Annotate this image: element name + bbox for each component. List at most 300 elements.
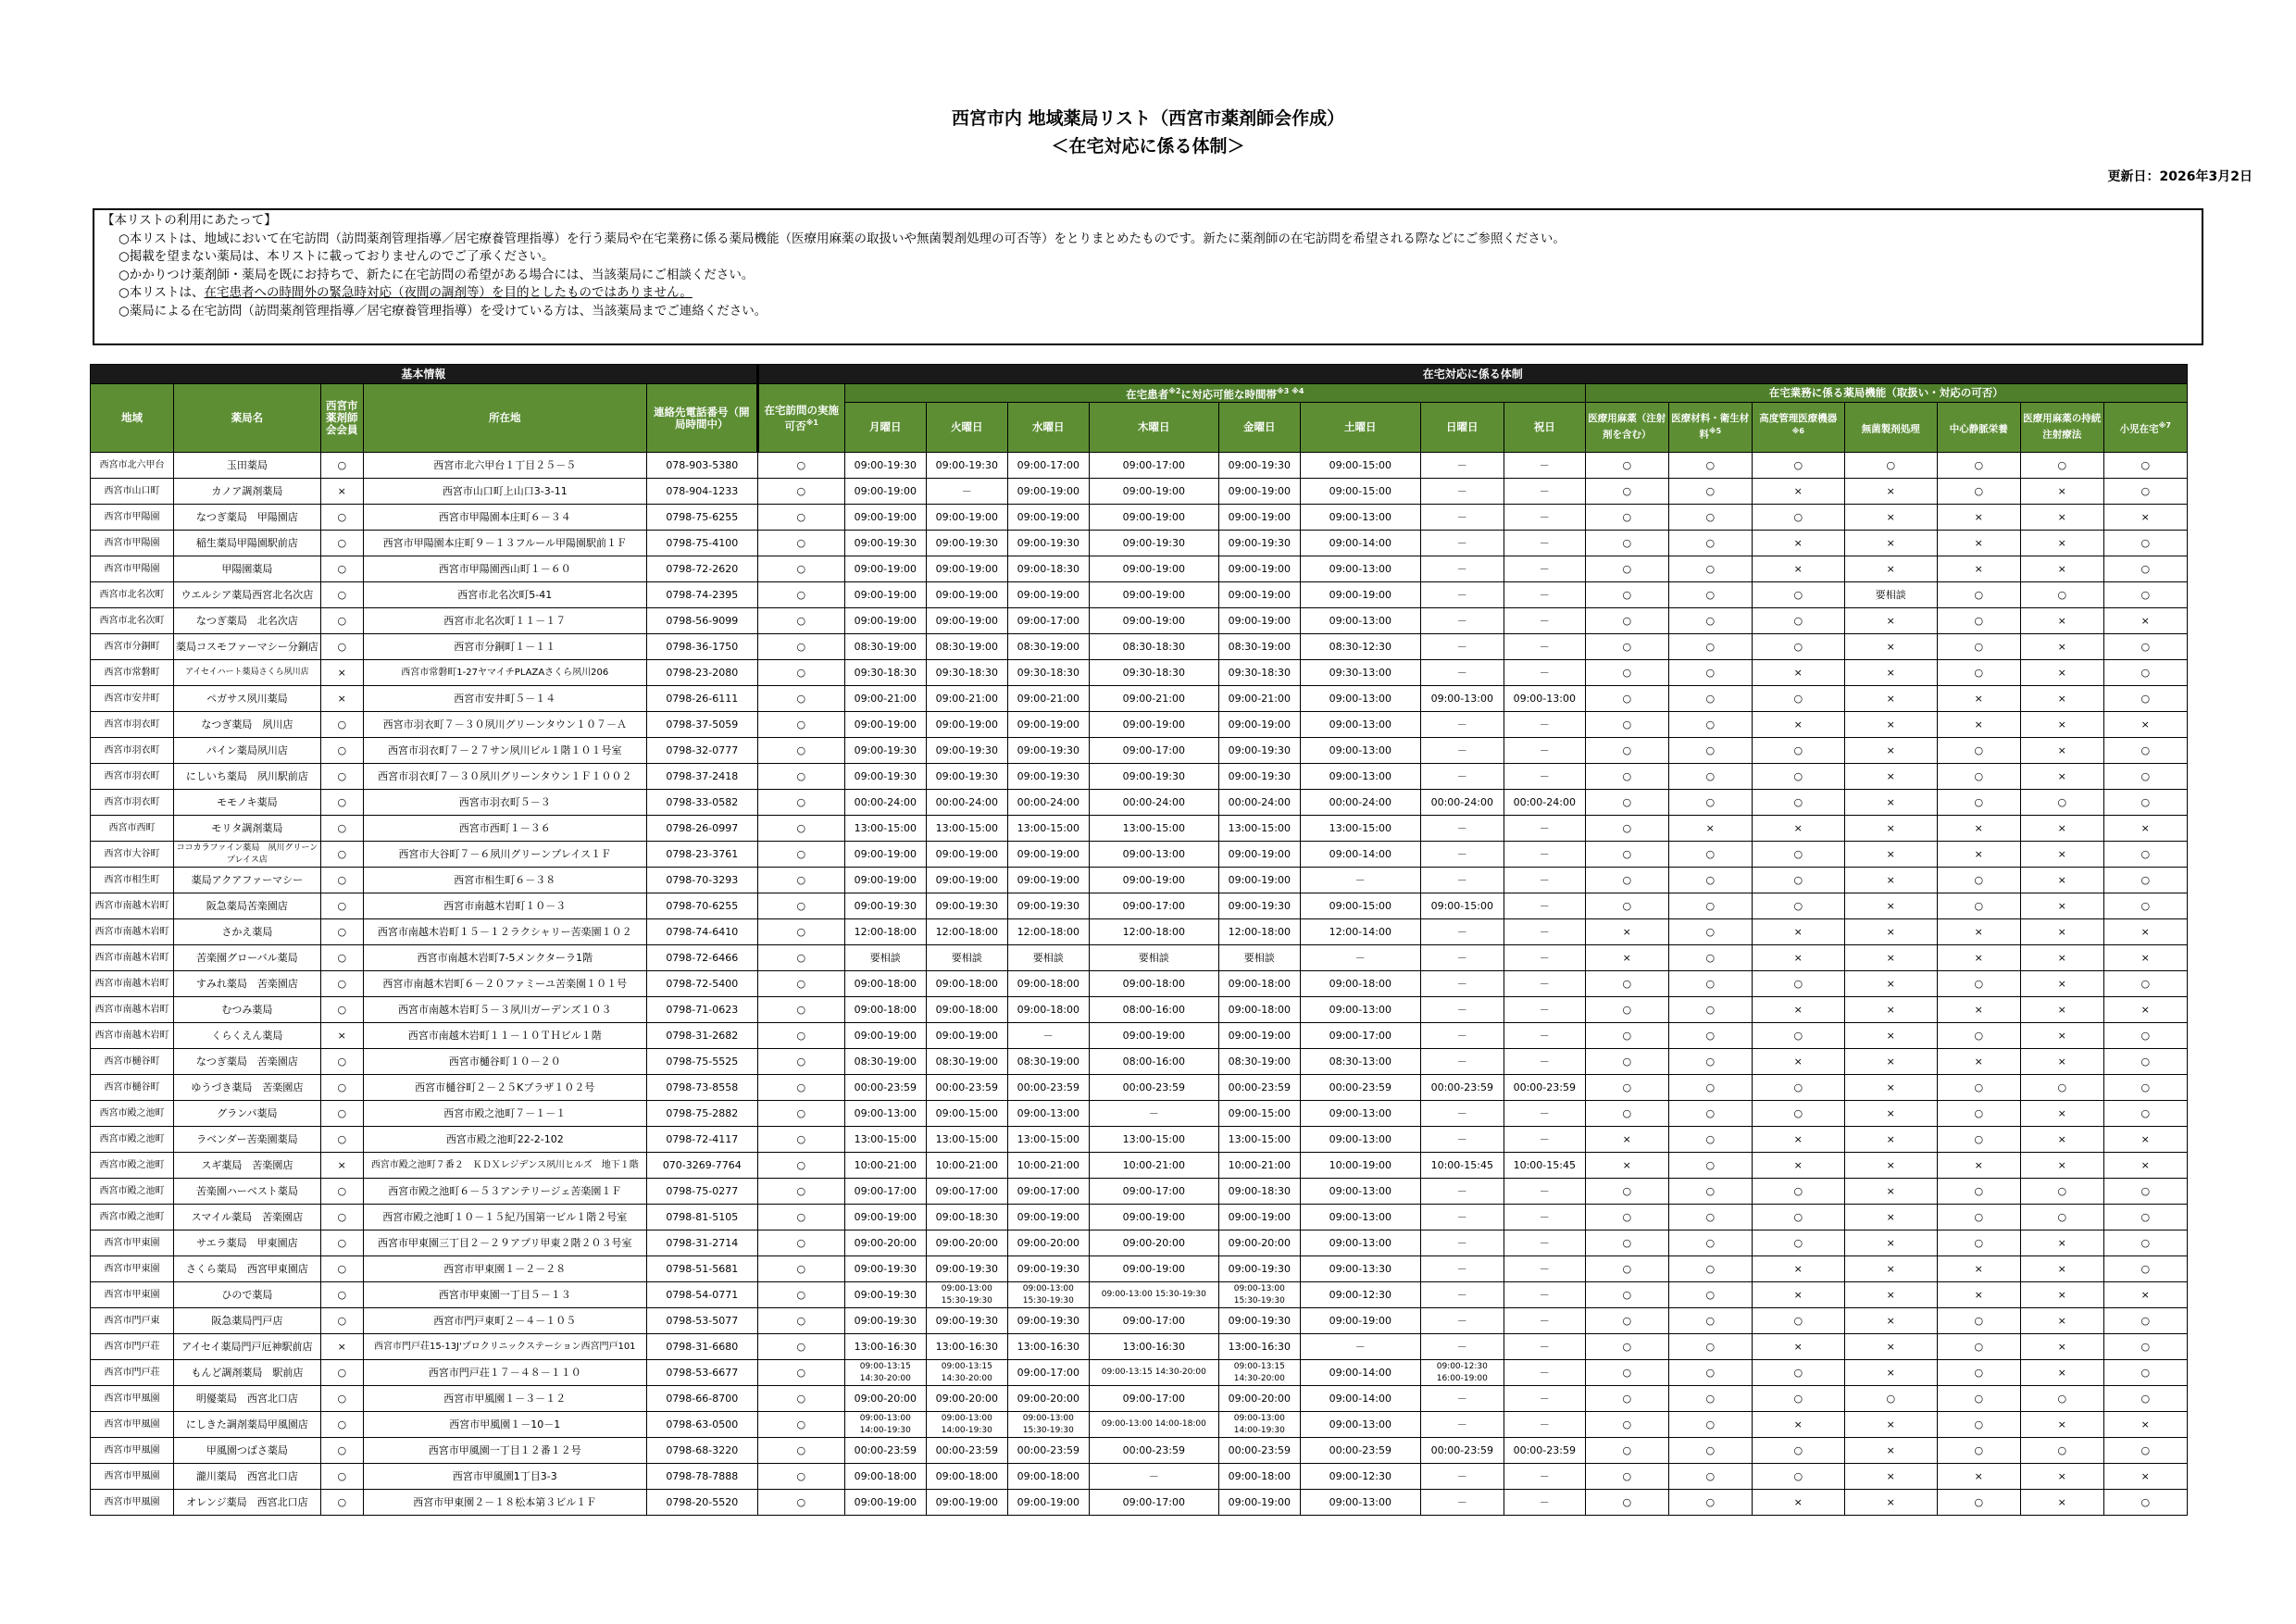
table-cell: ○ <box>1752 634 1844 660</box>
table-cell: 0798-72-5400 <box>646 971 757 997</box>
table-cell: 00:00-24:00 <box>844 790 926 816</box>
table-cell: 09:00-13:00 <box>1300 1205 1420 1230</box>
table-cell: 13:00-15:00 <box>1089 1127 1218 1153</box>
header-home-care: 在宅対応に係る体制 <box>757 365 2187 384</box>
table-cell: × <box>1844 1360 1937 1386</box>
table-cell: × <box>1844 608 1937 634</box>
table-cell: ○ <box>2103 479 2187 505</box>
table-cell: 00:00-23:59 <box>1007 1075 1089 1101</box>
table-cell: ○ <box>1668 1205 1752 1230</box>
table-cell: ○ <box>757 1049 844 1075</box>
table-cell: × <box>2020 531 2103 556</box>
table-cell: ○ <box>757 842 844 868</box>
table-cell: 13:00-15:00 <box>1218 816 1300 842</box>
table-cell: にしいち薬局 夙川駅前店 <box>174 764 321 790</box>
table-cell: ○ <box>1585 1230 1668 1256</box>
table-cell: 09:00-19:30 <box>844 453 926 479</box>
table-cell: ○ <box>757 790 844 816</box>
table-cell: 09:00-19:00 <box>1218 842 1300 868</box>
table-cell: 09:00-18:30 <box>1007 556 1089 582</box>
table-row <box>91 893 2188 919</box>
table-cell: × <box>2020 764 2103 790</box>
table-cell: × <box>1844 1049 1937 1075</box>
table-cell: 甲風園つばさ薬局 <box>174 1438 321 1464</box>
table-cell: 瀧川薬局 西宮北口店 <box>174 1464 321 1490</box>
table-cell: 10:00-21:00 <box>926 1153 1007 1179</box>
table-cell: 0798-31-6680 <box>646 1334 757 1360</box>
table-cell: 西宮市門戸東町２－４－１０５ <box>363 1308 646 1334</box>
table-cell: 09:00-19:00 <box>1218 556 1300 582</box>
table-cell: × <box>1752 712 1844 738</box>
table-cell: ○ <box>757 1205 844 1230</box>
table-row <box>91 1023 2188 1049</box>
table-cell: ○ <box>2020 1386 2103 1412</box>
table-cell: 09:00-14:00 <box>1300 531 1420 556</box>
table-cell: ○ <box>1585 660 1668 686</box>
table-cell: × <box>1844 1127 1937 1153</box>
table-cell: ○ <box>1585 1490 1668 1516</box>
table-cell: 西宮市甲陽園本庄町６－３４ <box>363 505 646 531</box>
table-cell: × <box>1937 997 2020 1023</box>
notice-line: ○薬局による在宅訪問（訪問薬剤管理指導／居宅療養管理指導）を受けている方は、当該薬局までご連絡ください。 <box>119 303 767 319</box>
table-cell: 0798-20-5520 <box>646 1490 757 1516</box>
table-body <box>91 453 2188 1516</box>
table-cell: × <box>1937 919 2020 945</box>
table-cell: 09:00-13:15 14:30-20:00 <box>844 1360 926 1386</box>
notice-line: ○かかりつけ薬剤師・薬局を既にお持ちで、新たに在宅訪問の希望がある場合には、当該薬局にご相談ください。 <box>119 267 755 282</box>
table-cell: 09:00-13:00 14:00-19:30 <box>1218 1412 1300 1438</box>
table-cell: 09:00-18:30 <box>926 1205 1007 1230</box>
table-cell: 09:00-17:00 <box>1089 453 1218 479</box>
table-cell: × <box>1752 531 1844 556</box>
table-cell: 09:00-19:00 <box>844 868 926 893</box>
table-row <box>91 1412 2188 1438</box>
sub-title: ＜在宅対応に係る体制＞ <box>1051 136 1245 156</box>
table-cell: 西宮市南越木岩町7-5メンクターラ1階 <box>363 945 646 971</box>
table-cell: ○ <box>1752 1230 1844 1256</box>
table-cell: 09:00-18:00 <box>1007 997 1089 1023</box>
table-cell: さかえ薬局 <box>174 919 321 945</box>
table-cell: 西宮市殿之池町 <box>91 1205 174 1230</box>
table-cell: × <box>2103 919 2187 945</box>
table-cell: 09:30-18:30 <box>926 660 1007 686</box>
table-cell: ○ <box>757 919 844 945</box>
table-cell: 09:00-13:00 14:00-19:30 <box>926 1412 1007 1438</box>
table-cell: × <box>1752 816 1844 842</box>
table-cell: グランパ薬局 <box>174 1101 321 1127</box>
table-cell: ○ <box>1585 997 1668 1023</box>
table-cell: ○ <box>1585 1023 1668 1049</box>
table-cell: 13:00-16:30 <box>1089 1334 1218 1360</box>
table-cell: ○ <box>757 505 844 531</box>
table-cell: ○ <box>757 816 844 842</box>
table-cell: 09:00-19:00 <box>926 608 1007 634</box>
table-cell: 西宮市北名次町 <box>91 582 174 608</box>
table-cell: ○ <box>2103 971 2187 997</box>
table-cell: ○ <box>1668 1282 1752 1308</box>
table-cell: 09:00-19:00 <box>926 712 1007 738</box>
table-cell: － <box>1420 1101 1504 1127</box>
table-row <box>91 1256 2188 1282</box>
table-cell: ○ <box>1752 1464 1844 1490</box>
header-member: 西宮市薬剤師会会員 <box>320 384 363 453</box>
table-cell: － <box>1420 971 1504 997</box>
table-cell: × <box>1844 505 1937 531</box>
table-cell: ○ <box>1668 1386 1752 1412</box>
table-cell: 13:00-15:00 <box>1218 1127 1300 1153</box>
table-cell: なつぎ薬局 苦楽園店 <box>174 1049 321 1075</box>
table-cell: 0798-36-1750 <box>646 634 757 660</box>
table-cell: ○ <box>1937 1334 2020 1360</box>
table-cell: 12:00-18:00 <box>844 919 926 945</box>
table-cell: 13:00-15:00 <box>1007 816 1089 842</box>
table-cell: 西宮市大谷町 <box>91 842 174 868</box>
table-cell: － <box>1420 764 1504 790</box>
table-cell: 13:00-15:00 <box>844 1127 926 1153</box>
table-cell: ○ <box>1937 453 2020 479</box>
table-cell: 西宮市甲風園１－10－1 <box>363 1412 646 1438</box>
table-cell: 09:00-15:00 <box>1300 479 1420 505</box>
table-cell: × <box>1752 1490 1844 1516</box>
table-cell: 09:00-19:00 <box>1218 505 1300 531</box>
table-cell: ○ <box>1752 868 1844 893</box>
table-cell: 0798-74-6410 <box>646 919 757 945</box>
table-cell: － <box>1504 1127 1585 1153</box>
table-cell: ○ <box>1668 686 1752 712</box>
table-cell: 09:00-19:00 <box>1089 479 1218 505</box>
table-cell: 09:00-17:00 <box>1007 453 1089 479</box>
table-cell: 09:00-19:00 <box>1089 1256 1218 1282</box>
table-cell: ○ <box>757 971 844 997</box>
table-cell: ○ <box>1937 1127 2020 1153</box>
header-day: 水曜日 <box>1007 403 1089 453</box>
table-cell: － <box>1504 1101 1585 1127</box>
table-cell: ○ <box>1937 1308 2020 1334</box>
table-cell: ○ <box>1668 634 1752 660</box>
table-cell: アイセイハート薬局さくら夙川店 <box>174 660 321 686</box>
table-cell: × <box>1844 997 1937 1023</box>
table-cell: くらくえん薬局 <box>174 1023 321 1049</box>
table-cell: ○ <box>1752 1438 1844 1464</box>
table-cell: 薬局コスモファーマシー分銅店 <box>174 634 321 660</box>
table-cell: × <box>1844 945 1937 971</box>
table-row <box>91 712 2188 738</box>
table-cell: ○ <box>1585 505 1668 531</box>
table-cell: × <box>2020 1464 2103 1490</box>
table-cell: × <box>1844 1230 1937 1256</box>
table-cell: ○ <box>320 582 363 608</box>
table-cell: × <box>320 479 363 505</box>
table-cell: × <box>2020 1334 2103 1360</box>
table-cell: － <box>1420 997 1504 1023</box>
table-cell: 08:30-12:30 <box>1300 634 1420 660</box>
table-cell: 09:00-19:30 <box>1218 764 1300 790</box>
table-cell: × <box>1752 1127 1844 1153</box>
table-cell: － <box>1504 1334 1585 1360</box>
table-cell: × <box>2020 1308 2103 1334</box>
table-cell: 0798-31-2714 <box>646 1230 757 1256</box>
table-cell: 西宮市西町 <box>91 816 174 842</box>
table-cell: 09:00-20:00 <box>1089 1230 1218 1256</box>
table-row <box>91 1049 2188 1075</box>
table-cell: － <box>1504 842 1585 868</box>
table-cell: ○ <box>2020 1075 2103 1101</box>
table-row <box>91 1205 2188 1230</box>
table-cell: 甲陽園薬局 <box>174 556 321 582</box>
table-cell: ココカラファイン薬局 夙川グリーンプレイス店 <box>174 842 321 868</box>
table-cell: ○ <box>1585 686 1668 712</box>
table-cell: × <box>1844 1334 1937 1360</box>
table-row <box>91 634 2188 660</box>
table-cell: ○ <box>2103 1049 2187 1075</box>
table-cell: 要相談 <box>1089 945 1218 971</box>
table-cell: 078-903-5380 <box>646 453 757 479</box>
table-cell: ○ <box>2103 1256 2187 1282</box>
table-cell: ○ <box>1585 971 1668 997</box>
table-cell: 09:00-19:30 <box>844 1282 926 1308</box>
table-cell: ○ <box>1585 1334 1668 1360</box>
table-cell: × <box>1937 1256 2020 1282</box>
table-cell: － <box>1007 1023 1089 1049</box>
table-cell: もんど調剤薬局 駅前店 <box>174 1360 321 1386</box>
table-cell: ○ <box>757 1179 844 1205</box>
table-cell: 09:00-13:00 <box>1300 738 1420 764</box>
table-cell: － <box>1420 816 1504 842</box>
table-cell: 09:00-19:00 <box>1007 582 1089 608</box>
table-cell: 09:00-12:30 16:00-19:00 <box>1420 1360 1504 1386</box>
table-row <box>91 842 2188 868</box>
table-cell: 08:30-19:00 <box>1007 634 1089 660</box>
table-cell: ○ <box>1937 1438 2020 1464</box>
table-cell: すみれ薬局 苦楽園店 <box>174 971 321 997</box>
table-cell: － <box>1504 1282 1585 1308</box>
table-cell: × <box>2020 556 2103 582</box>
table-cell: × <box>320 1023 363 1049</box>
table-cell: ○ <box>320 1464 363 1490</box>
table-cell: 09:00-19:30 <box>1007 1256 1089 1282</box>
table-cell: × <box>1585 1127 1668 1153</box>
table-cell: × <box>2103 608 2187 634</box>
table-cell: × <box>320 1153 363 1179</box>
table-row <box>91 453 2188 479</box>
table-cell: － <box>1504 919 1585 945</box>
table-row <box>91 582 2188 608</box>
table-cell: 00:00-24:00 <box>1089 790 1218 816</box>
table-cell: 西宮市羽衣町７－２７サン夙川ビル１階１０１号室 <box>363 738 646 764</box>
table-cell: ○ <box>1752 608 1844 634</box>
table-cell: × <box>1937 842 2020 868</box>
notice-line: ○本リストは、地域において在宅訪問（訪問薬剤管理指導／居宅療養管理指導）を行う薬局や在宅業務に係る薬局機能（医療用麻薬の取扱いや無菌製剤処理の可否等）をとりまとめたものです。新たに薬剤師の在宅訪問を希望される際などにご参照ください。 <box>119 231 1566 246</box>
table-cell: 09:00-19:00 <box>1300 1308 1420 1334</box>
table-cell: 09:00-13:00 14:00-19:30 <box>844 1412 926 1438</box>
table-cell: 0798-75-5525 <box>646 1049 757 1075</box>
table-cell: ○ <box>2103 556 2187 582</box>
table-cell: 09:00-13:15 14:30-20:00 <box>1218 1360 1300 1386</box>
table-cell: ○ <box>1937 790 2020 816</box>
table-cell: 09:00-13:00 15:30-19:30 <box>1089 1282 1218 1308</box>
table-cell: 0798-75-4100 <box>646 531 757 556</box>
table-cell: ○ <box>1937 1490 2020 1516</box>
table-cell: － <box>1504 738 1585 764</box>
table-cell: 09:00-19:00 <box>1089 608 1218 634</box>
table-cell: 08:00-16:00 <box>1089 997 1218 1023</box>
table-cell: ウエルシア薬局西宮北名次店 <box>174 582 321 608</box>
table-cell: ○ <box>1585 634 1668 660</box>
header-function: 医療用麻薬（注射剤を含む） <box>1585 403 1668 453</box>
table-cell: × <box>1585 919 1668 945</box>
header-day: 金曜日 <box>1218 403 1300 453</box>
table-cell: × <box>1844 816 1937 842</box>
table-cell: ○ <box>1937 1179 2020 1205</box>
table-cell: 13:00-15:00 <box>1007 1127 1089 1153</box>
table-cell: 09:00-15:00 <box>1218 1101 1300 1127</box>
table-cell: ○ <box>1585 712 1668 738</box>
table-cell: 09:00-19:00 <box>1218 1205 1300 1230</box>
table-cell: 09:00-21:00 <box>1089 686 1218 712</box>
table-cell: 09:00-19:30 <box>1089 764 1218 790</box>
table-cell: － <box>1504 1230 1585 1256</box>
table-cell: － <box>1504 660 1585 686</box>
notice-line-prefix: ○本リストは、 <box>119 285 205 300</box>
table-cell: － <box>1420 1464 1504 1490</box>
table-cell: ○ <box>1668 893 1752 919</box>
table-cell: ○ <box>2020 790 2103 816</box>
table-cell: ○ <box>1937 634 2020 660</box>
table-cell: 00:00-24:00 <box>1420 790 1504 816</box>
table-cell: 09:00-21:00 <box>926 686 1007 712</box>
table-cell: ○ <box>757 660 844 686</box>
table-cell: 09:30-18:30 <box>1218 660 1300 686</box>
table-cell: 西宮市山口町上山口3-3-11 <box>363 479 646 505</box>
table-cell: ○ <box>2103 1334 2187 1360</box>
table-cell: 09:00-19:00 <box>926 505 1007 531</box>
table-cell: × <box>1937 531 2020 556</box>
table-cell: ○ <box>320 1075 363 1101</box>
table-cell: ○ <box>320 1230 363 1256</box>
table-cell: 西宮市殿之池町 <box>91 1101 174 1127</box>
table-row <box>91 868 2188 893</box>
table-row <box>91 479 2188 505</box>
table-cell: 09:00-19:30 <box>844 531 926 556</box>
table-cell: ○ <box>1668 1464 1752 1490</box>
table-cell: ○ <box>2103 1023 2187 1049</box>
table-cell: ○ <box>2103 893 2187 919</box>
table-cell: × <box>320 686 363 712</box>
table-cell: 09:00-13:00 <box>1300 1179 1420 1205</box>
table-cell: × <box>1844 1205 1937 1230</box>
table-cell: 00:00-23:59 <box>1420 1438 1504 1464</box>
table-cell: 09:00-18:00 <box>1007 1464 1089 1490</box>
table-cell: 09:00-19:30 <box>1007 531 1089 556</box>
table-cell: － <box>1504 945 1585 971</box>
table-row <box>91 1334 2188 1360</box>
table-cell: 西宮市西町１－３６ <box>363 816 646 842</box>
table-cell: × <box>2020 997 2103 1023</box>
table-cell: × <box>1752 945 1844 971</box>
table-cell: ○ <box>320 1127 363 1153</box>
table-cell: × <box>2020 686 2103 712</box>
table-cell: 09:00-18:30 <box>1218 1179 1300 1205</box>
table-cell: × <box>1844 1490 1937 1516</box>
table-cell: ○ <box>320 738 363 764</box>
table-cell: 西宮市北六甲台１丁目２５－５ <box>363 453 646 479</box>
table-cell: ○ <box>1668 790 1752 816</box>
table-cell: 00:00-24:00 <box>1218 790 1300 816</box>
header-function: 中心静脈栄養 <box>1937 403 2020 453</box>
table-cell: × <box>1844 1464 1937 1490</box>
table-cell: 要相談 <box>926 945 1007 971</box>
table-cell: 09:00-13:00 <box>1300 1412 1420 1438</box>
table-row <box>91 1438 2188 1464</box>
table-cell: × <box>1937 712 2020 738</box>
pharmacy-table <box>90 364 2188 1516</box>
table-cell: 09:00-19:00 <box>844 842 926 868</box>
table-cell: ○ <box>1585 1179 1668 1205</box>
table-cell: 西宮市樋谷町 <box>91 1075 174 1101</box>
table-cell: 09:00-19:30 <box>1007 893 1089 919</box>
table-cell: 13:00-15:00 <box>1089 816 1218 842</box>
table-row <box>91 1360 2188 1386</box>
table-cell: ○ <box>1585 453 1668 479</box>
table-cell: ○ <box>320 1386 363 1412</box>
table-cell: ○ <box>1668 1412 1752 1438</box>
table-cell: 00:00-23:59 <box>1300 1075 1420 1101</box>
table-cell: ○ <box>1668 868 1752 893</box>
table-cell: 0798-37-5059 <box>646 712 757 738</box>
table-cell: ○ <box>1585 842 1668 868</box>
table-cell: － <box>1420 1334 1504 1360</box>
table-cell: ○ <box>1585 531 1668 556</box>
table-cell: 0798-51-5681 <box>646 1256 757 1282</box>
table-cell: × <box>1752 660 1844 686</box>
table-cell: 08:30-19:00 <box>1007 1049 1089 1075</box>
table-cell: × <box>2020 738 2103 764</box>
table-cell: 10:00-21:00 <box>1007 1153 1089 1179</box>
table-cell: ○ <box>320 1360 363 1386</box>
table-cell: ○ <box>1752 1205 1844 1230</box>
table-cell: ○ <box>1585 738 1668 764</box>
table-cell: ○ <box>320 971 363 997</box>
table-row <box>91 660 2188 686</box>
notice-underlined-text: 在宅患者への時間外の緊急時対応（夜間の調剤等）を目的としたものではありません。 <box>204 285 693 300</box>
table-cell: 西宮市安井町 <box>91 686 174 712</box>
table-cell: ○ <box>1668 531 1752 556</box>
table-cell: × <box>1844 1153 1937 1179</box>
table-cell: × <box>1937 1464 2020 1490</box>
table-cell: ○ <box>757 608 844 634</box>
table-cell: × <box>1844 531 1937 556</box>
table-cell: 00:00-23:59 <box>1300 1438 1420 1464</box>
table-cell: ○ <box>1668 712 1752 738</box>
table-cell: 阪急薬局苦楽園店 <box>174 893 321 919</box>
table-cell: 西宮市南越木岩町 <box>91 945 174 971</box>
table-cell: ○ <box>757 868 844 893</box>
table-cell: ○ <box>1937 479 2020 505</box>
table-cell: × <box>2020 842 2103 868</box>
table-cell: － <box>1420 1282 1504 1308</box>
table-cell: 09:00-19:30 <box>926 1308 1007 1334</box>
table-cell: ○ <box>320 816 363 842</box>
table-cell: ○ <box>1668 556 1752 582</box>
table-cell: ひので薬局 <box>174 1282 321 1308</box>
table-cell: 西宮市南越木岩町 <box>91 997 174 1023</box>
table-cell: 09:00-19:00 <box>1007 868 1089 893</box>
table-cell: 09:00-20:00 <box>1007 1230 1089 1256</box>
table-cell: パイン薬局夙川店 <box>174 738 321 764</box>
table-cell: 西宮市南越木岩町 <box>91 1023 174 1049</box>
table-cell: ○ <box>2103 1308 2187 1334</box>
table-cell: 明優薬局 西宮北口店 <box>174 1386 321 1412</box>
